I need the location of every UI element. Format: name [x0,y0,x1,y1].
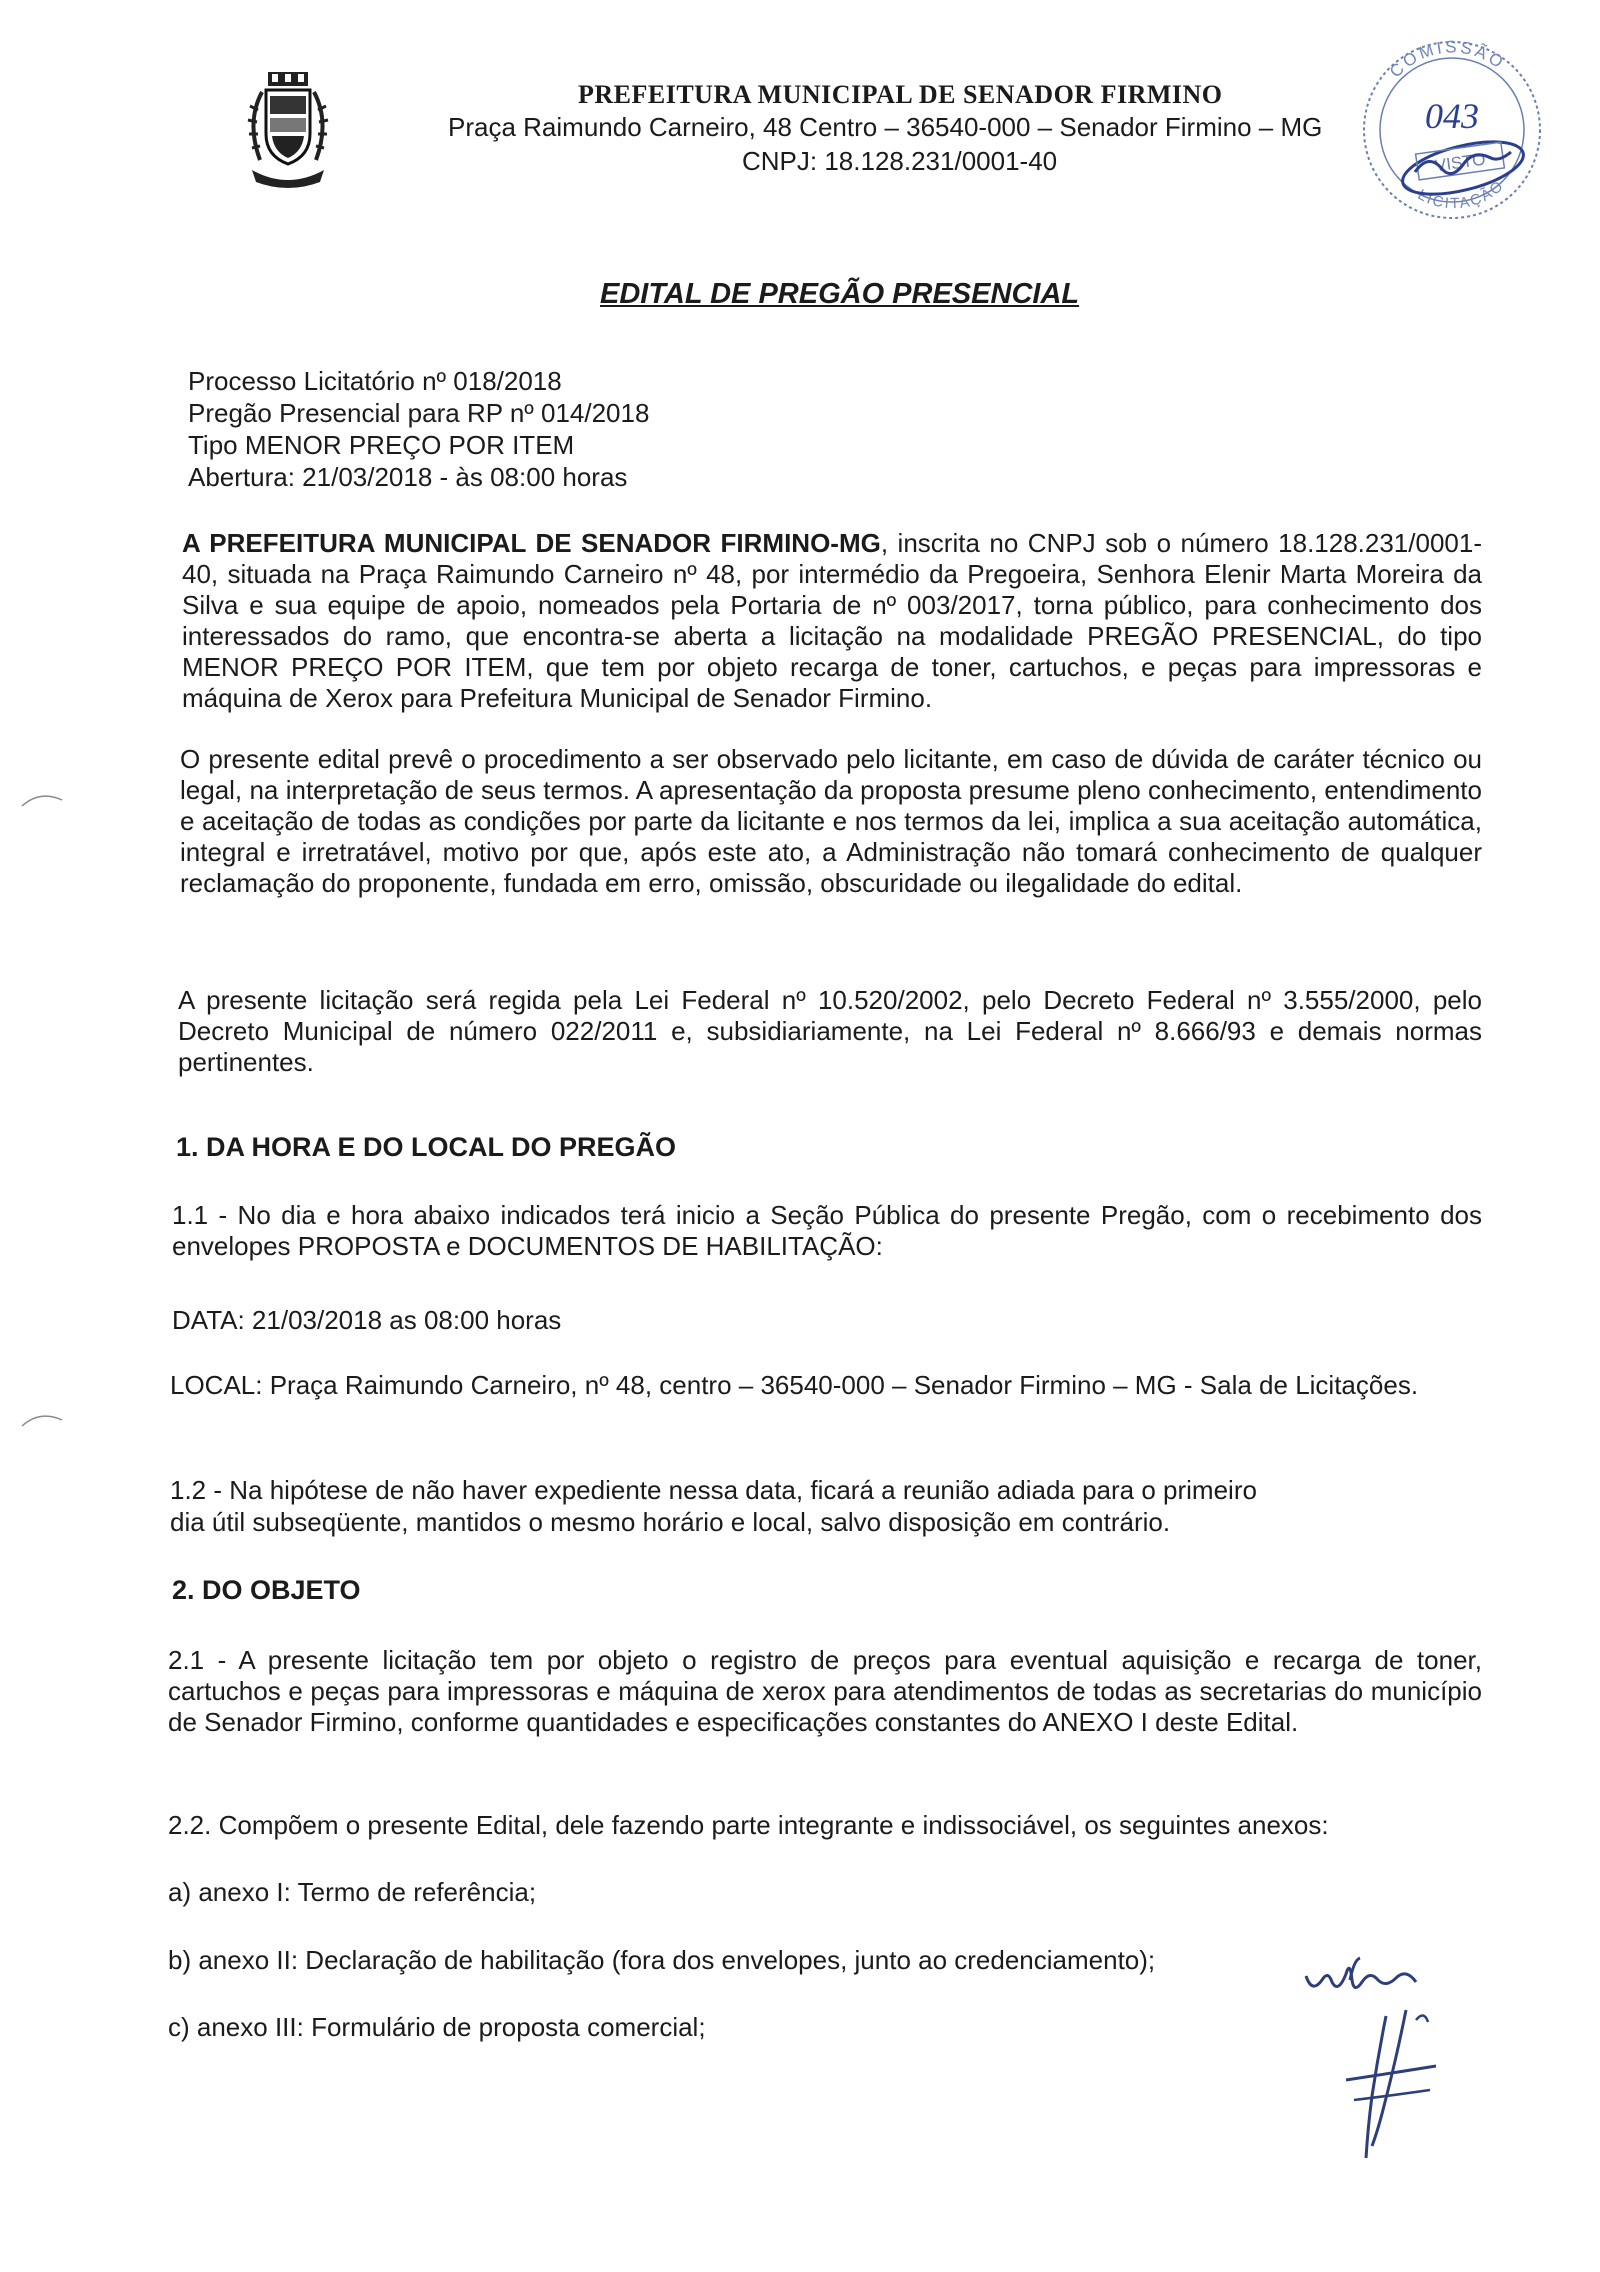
margin-mark [20,1410,65,1430]
process-info [188,365,649,493]
annex-1: a) anexo I: Termo de referência; [168,1877,537,1907]
item-2-2: 2.2. Compõem o presente Edital, dele fazendo parte integrante e indissociável, os seguintes anexos: [168,1810,1329,1840]
intro-text: , inscrita no CNPJ sob o número 18.128.231/0001-40, situada na Praça Raimundo Carneiro nº 48, por intermédio da Pregoeira, Senhora Elenir Marta Moreira da Silva e sua equipe de apoio, nomeados pela Portaria de nº 003/2017, torna público, para conhecimento dos interessados do ramo, que encontra-se aberta a licitação na modalidade PREGÃO PRESENCIAL, do tipo MENOR PREÇO POR ITEM, que tem por objeto recarga de toner, cartuchos, e peças para impressoras e máquina de Xerox para Prefeitura Municipal de Senador Firmino. [182,528,1482,713]
org-cnpj: CNPJ: 18.128.231/0001-40 [742,146,1058,176]
visto-stamp [1345,30,1560,230]
org-name: PREFEITURA MUNICIPAL DE SENADOR FIRMINO [578,80,1223,109]
coat-of-arms-logo [238,72,338,190]
tender-type: Tipo MENOR PREÇO POR ITEM [188,430,575,460]
item-1-1: 1.1 - No dia e hora abaixo indicados terá inicio a Seção Pública do presente Pregão, com o recebimento dos envelopes PROPOSTA e DOCUMENTOS DE HABILITAÇÃO: [172,1200,1482,1261]
session-local: LOCAL: Praça Raimundo Carneiro, nº 48, centro – 36540-000 – Senador Firmino – MG - Sala de Licitações. [170,1370,1419,1400]
svg-text:COMISSÃO [1386,38,1509,82]
stamp-top-text: COMISSÃO [1385,37,1510,82]
pregao-number: Pregão Presencial para RP nº 014/2018 [188,398,650,428]
opening-date: Abertura: 21/03/2018 - às 08:00 horas [188,462,628,492]
procedure-paragraph: O presente edital prevê o procedimento a ser observado pelo licitante, em caso de dúvida de caráter técnico ou legal, na interpretação de seus termos. A apresentação da proposta presume pleno conhecimento, entendimento e aceitação de todas as condições por parte da licitante e nos termos da lei, implica a sua aceitação automática, integral e irretratável, motivo por que, após este ato, a Administração não tomará conhecimento de qualquer reclamação do proponente, fundada em erro, omissão, obscuridade ou ilegalidade do edital. [180,744,1482,898]
law-paragraph: A presente licitação será regida pela Lei Federal nº 10.520/2002, pelo Decreto Federal nº 3.555/2000, pelo Decreto Municipal de número 022/2011 e, subsidiariamente, na Lei Federal nº 8.666/93 e demais normas pertinentes. [178,985,1482,1077]
section-1-heading: 1. DA HORA E DO LOCAL DO PREGÃO [176,1132,677,1162]
process-number: Processo Licitatório nº 018/2018 [188,366,562,396]
org-address: Praça Raimundo Carneiro, 48 Centro – 36540-000 – Senador Firmino – MG [448,112,1323,142]
stamp-visto: VISTO [1433,149,1487,176]
margin-mark [20,790,65,810]
item-1-2-line2: dia útil subseqüente, mantidos o mesmo horário e local, salvo disposição em contrário. [170,1507,1171,1537]
section-2-heading: 2. DO OBJETO [172,1575,361,1605]
annex-3: c) anexo III: Formulário de proposta comercial; [168,2012,706,2042]
intro-lead: A PREFEITURA MUNICIPAL DE SENADOR FIRMINO-MG [182,528,881,558]
session-date: DATA: 21/03/2018 as 08:00 horas [172,1305,562,1335]
item-1-2-line1: 1.2 - Na hipótese de não haver expediente nessa data, ficará a reunião adiada para o primeiro [170,1475,1257,1505]
stamp-bottom-text: LICITAÇÃO [1414,176,1508,213]
item-2-1: 2.1 - A presente licitação tem por objeto o registro de preços para eventual aquisição e recarga de toner, cartuchos e peças para impressoras e máquina de xerox para atendimentos de todas as secretarias do município de Senador Firmino, conforme quantidades e especificações constantes do ANEXO I deste Edital. [168,1645,1482,1737]
annex-2: b) anexo II: Declaração de habilitação (fora dos envelopes, junto ao credenciamento); [168,1945,1156,1975]
document-title: EDITAL DE PREGÃO PRESENCIAL [600,278,1080,310]
intro-paragraph [182,528,1482,714]
stamp-page-number: 043 [1425,96,1479,136]
handwritten-signature [1300,1950,1450,2170]
